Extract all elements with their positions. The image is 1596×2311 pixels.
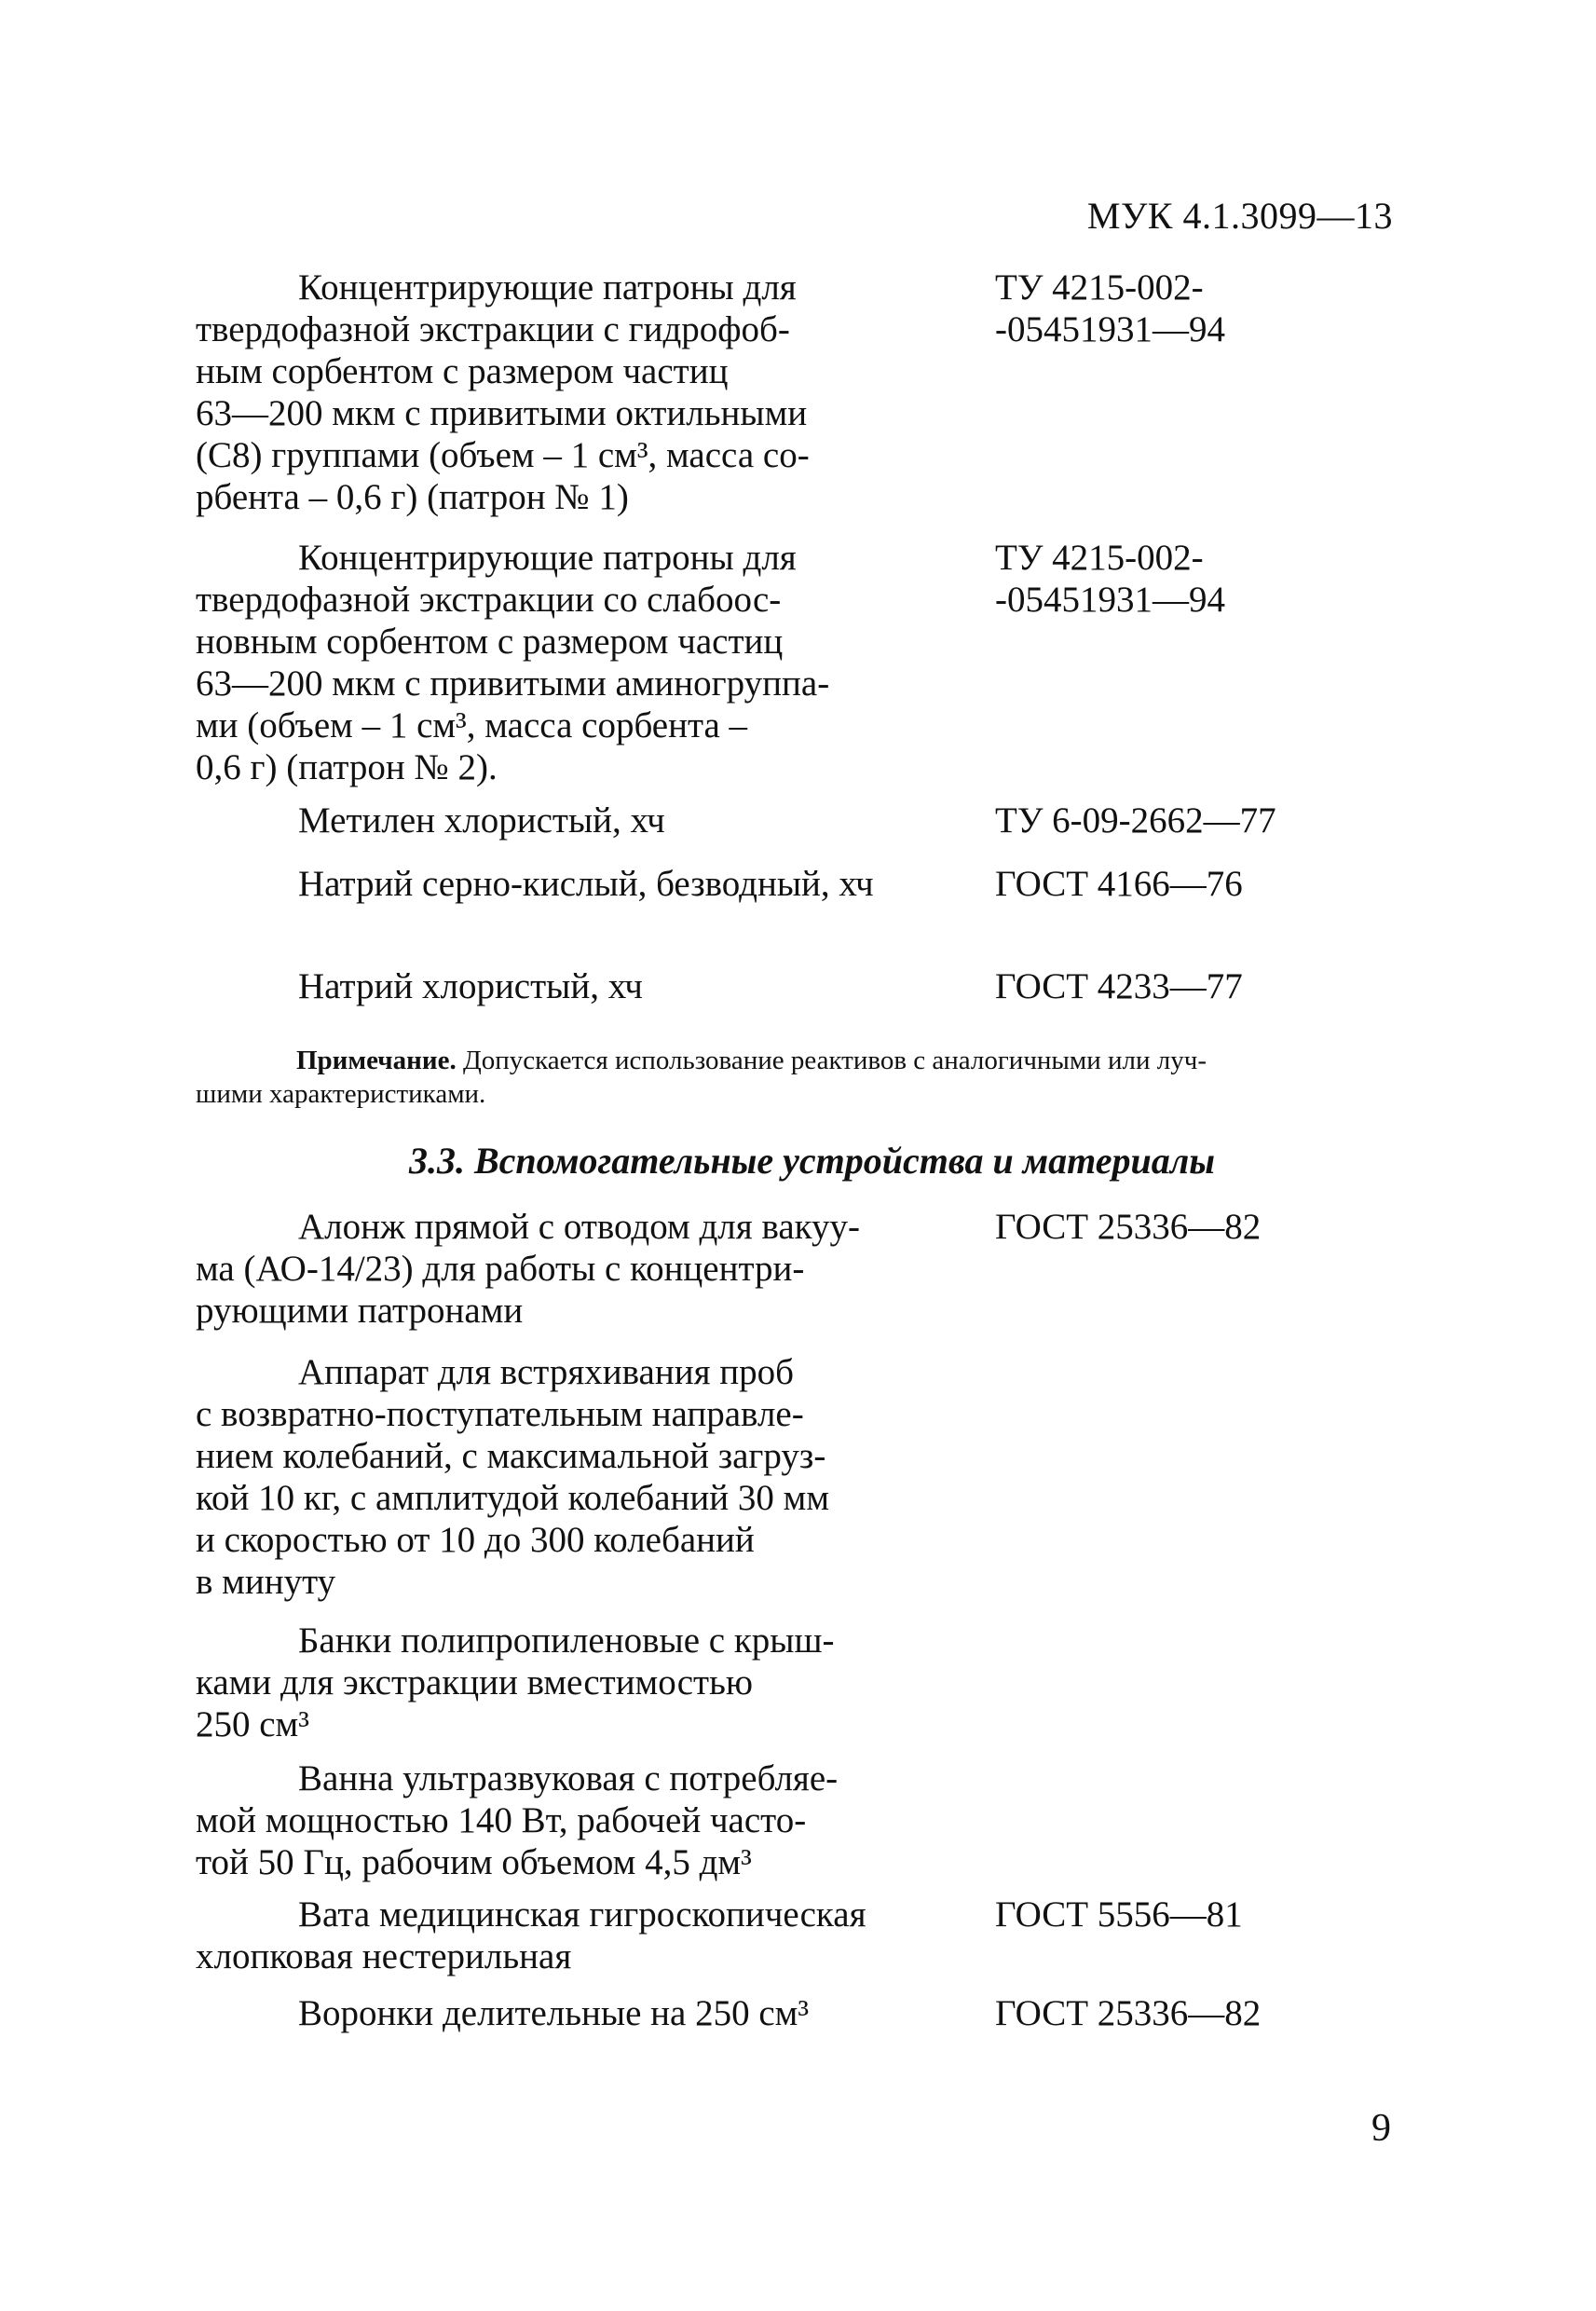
description-line: твердофазной экстракции со слабоос- <box>196 580 782 620</box>
description-line: новным сорбентом с размером частиц <box>196 622 784 662</box>
description-line: (C8) группами (объем – 1 см³, масса со- <box>196 435 810 475</box>
description-line: хлопковая нестерильная <box>196 1936 572 1976</box>
equipment-entry <box>196 1206 1398 1332</box>
entry-description <box>196 537 941 788</box>
note-line <box>296 1044 1400 1077</box>
entry-description <box>196 1620 941 1745</box>
reagent-entry <box>196 267 1398 518</box>
description-line: нием колебаний, с максимальной загруз- <box>196 1436 826 1476</box>
description-line: Метилен хлористый, хч <box>298 800 665 841</box>
standard-line: ТУ 4215-002- <box>995 267 1204 308</box>
description-line: ным сорбентом с размером частиц <box>196 351 729 391</box>
standard-line: ГОСТ 5556—81 <box>995 1894 1243 1935</box>
entry-description <box>196 800 941 841</box>
note-text: Допускается использование реактивов с аналогичными или луч- <box>456 1046 1207 1075</box>
standard-line: ГОСТ 4233—77 <box>995 966 1243 1006</box>
description-line: ма (АО-14/23) для работы с концентри- <box>196 1249 805 1289</box>
description-line: мой мощностью 140 Вт, рабочей часто- <box>196 1800 807 1840</box>
equipment-entry <box>196 1992 1398 2034</box>
entry-description <box>196 1351 941 1603</box>
description-line: ми (объем – 1 см³, масса сорбента – <box>196 705 748 745</box>
description-line: Натрий серно-кислый, безводный, хч <box>298 864 874 904</box>
description-line: 250 см³ <box>196 1704 309 1744</box>
standard-line: -05451931—94 <box>995 580 1225 620</box>
standard-line: -05451931—94 <box>995 309 1225 349</box>
description-line: кой 10 кг, с амплитудой колебаний 30 мм <box>196 1478 830 1518</box>
note-lead: Примечание. <box>296 1046 457 1075</box>
entry-description <box>196 965 941 1007</box>
description-line: рующими патронами <box>196 1291 524 1331</box>
reagent-entry <box>196 965 1398 1007</box>
note <box>196 1044 1400 1111</box>
description-line: Натрий хлористый, хч <box>298 966 643 1006</box>
entry-standard <box>995 965 1265 1007</box>
note-line: шими характеристиками. <box>196 1079 486 1109</box>
standard-line: ТУ 4215-002- <box>995 538 1204 578</box>
reagent-entry <box>196 863 1398 905</box>
entry-description <box>196 267 941 518</box>
entry-standard <box>995 537 1265 621</box>
equipment-entry <box>196 1351 1398 1603</box>
description-line: Алонж прямой с отводом для вакуу- <box>298 1207 861 1247</box>
entry-description <box>196 1894 941 1977</box>
equipment-entry <box>196 1620 1398 1745</box>
equipment-entry <box>196 1894 1398 1977</box>
entry-standard <box>995 800 1276 841</box>
description-line: в минуту <box>196 1562 336 1602</box>
description-line: рбента – 0,6 г) (патрон № 1) <box>196 477 629 517</box>
description-line: 0,6 г) (патрон № 2). <box>196 747 498 787</box>
description-line: Вата медицинская гигроскопическая <box>298 1894 866 1935</box>
entry-description <box>196 1992 941 2034</box>
standard-line: ГОСТ 25336—82 <box>995 1207 1262 1247</box>
entry-description <box>196 1206 941 1332</box>
description-line: Концентрирующие патроны для <box>298 538 797 578</box>
section-title: 3.3. Вспомогательные устройства и материалы <box>408 1140 1216 1182</box>
description-line: твердофазной экстракции с гидрофоб- <box>196 309 790 349</box>
entry-description <box>196 863 941 905</box>
description-line: ками для экстракции вместимостью <box>196 1662 753 1702</box>
description-line: 63—200 мкм с привитыми аминогруппа- <box>196 663 830 704</box>
description-line: 63—200 мкм с привитыми октильными <box>196 393 808 433</box>
description-line: той 50 Гц, рабочим объемом 4,5 дм³ <box>196 1842 752 1882</box>
description-line: с возвратно-поступательным направле- <box>196 1394 804 1434</box>
description-line: Аппарат для встряхивания проб <box>298 1352 794 1392</box>
entry-standard <box>995 1894 1265 1935</box>
equipment-entry <box>196 1757 1398 1883</box>
description-line: Концентрирующие патроны для <box>298 267 797 308</box>
page-header: МУК 4.1.3099—13 <box>1086 195 1393 237</box>
reagent-entry <box>196 800 1398 841</box>
entry-standard <box>995 267 1265 350</box>
page-number: 9 <box>1371 2107 1391 2150</box>
standard-line: ГОСТ 4166—76 <box>995 864 1243 904</box>
entry-standard <box>995 863 1265 905</box>
entry-description <box>196 1757 941 1883</box>
description-line: Банки полипропиленовые с крыш- <box>298 1620 835 1661</box>
standard-line: ТУ 6-09-2662—77 <box>995 800 1276 841</box>
description-line: и скоростью от 10 до 300 колебаний <box>196 1520 755 1560</box>
description-line: Ванна ультразвуковая с потребляе- <box>298 1758 839 1798</box>
description-line: Воронки делительные на 250 см³ <box>298 1993 810 2033</box>
reagent-entry <box>196 537 1398 788</box>
entry-standard <box>995 1992 1265 2034</box>
entry-standard <box>995 1206 1265 1248</box>
standard-line: ГОСТ 25336—82 <box>995 1993 1262 2033</box>
